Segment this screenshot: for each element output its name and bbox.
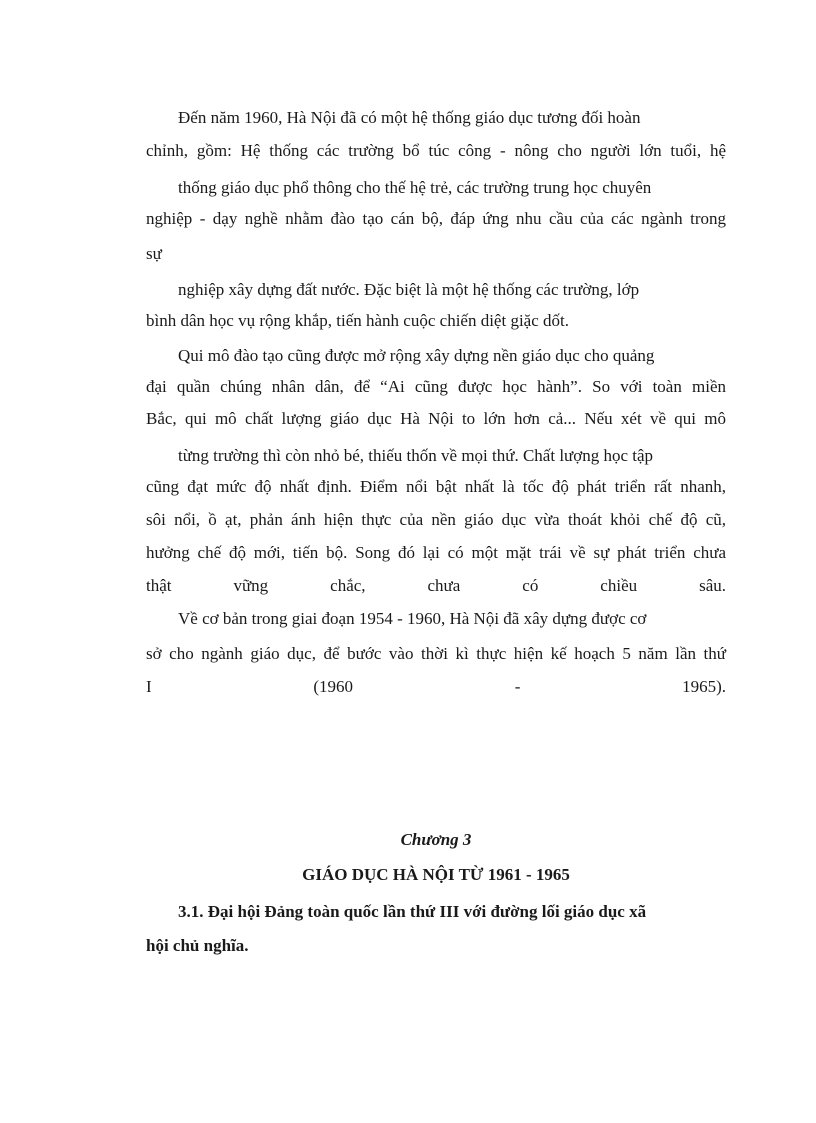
body-line: thật vững chắc, chưa có chiều sâu. xyxy=(146,576,726,595)
body-line: nghiệp - dạy nghề nhằm đào tạo cán bộ, đáp ứng nhu cầu của các ngành trong xyxy=(146,209,726,228)
body-line: chỉnh, gồm: Hệ thống các trường bổ túc công - nông cho người lớn tuổi, hệ xyxy=(146,141,726,160)
body-line: hưởng chế độ mới, tiến bộ. Song đó lại có một mặt trái về sự phát triển chưa xyxy=(146,543,726,562)
body-line: nghiệp xây dựng đất nước. Đặc biệt là một hệ thống các trường, lớp xyxy=(178,280,640,299)
body-line: sôi nổi, ồ ạt, phản ánh hiện thực của nền giáo dục vừa thoát khỏi chế độ cũ, xyxy=(146,510,726,529)
section-heading-line: hội chủ nghĩa. xyxy=(146,936,249,955)
body-line: Bắc, qui mô chất lượng giáo dục Hà Nội to lớn hơn cả... Nếu xét về qui mô xyxy=(146,409,726,428)
body-line: I (1960 - 1965). xyxy=(146,677,726,696)
body-line: Đến năm 1960, Hà Nội đã có một hệ thống giáo dục tương đối hoàn xyxy=(178,108,641,127)
chapter-label: Chương 3 xyxy=(400,830,472,849)
body-line: cũng đạt mức độ nhất định. Điểm nổi bật nhất là tốc độ phát triển rất nhanh, xyxy=(146,477,726,496)
section-heading-line: 3.1. Đại hội Đảng toàn quốc lần thứ III với đường lối giáo dục xã xyxy=(178,902,647,921)
body-line: sở cho ngành giáo dục, để bước vào thời kì thực hiện kế hoạch 5 năm lần thứ xyxy=(146,644,726,663)
body-line: thống giáo dục phổ thông cho thế hệ trẻ, các trường trung học chuyên xyxy=(178,178,652,197)
chapter-title: GIÁO DỤC HÀ NỘI TỪ 1961 - 1965 xyxy=(302,865,570,884)
body-line: đại quần chúng nhân dân, để “Ai cũng được học hành”. So với toàn miền xyxy=(146,377,726,396)
body-line: sự xyxy=(146,244,162,263)
body-line: bình dân học vụ rộng khắp, tiến hành cuộc chiến diệt giặc dốt. xyxy=(146,311,569,330)
body-line: từng trường thì còn nhỏ bé, thiếu thốn về mọi thứ. Chất lượng học tập xyxy=(178,446,654,465)
body-line: Về cơ bản trong giai đoạn 1954 - 1960, Hà Nội đã xây dựng được cơ xyxy=(178,609,647,628)
body-line: Qui mô đào tạo cũng được mở rộng xây dựng nền giáo dục cho quảng xyxy=(178,346,655,365)
